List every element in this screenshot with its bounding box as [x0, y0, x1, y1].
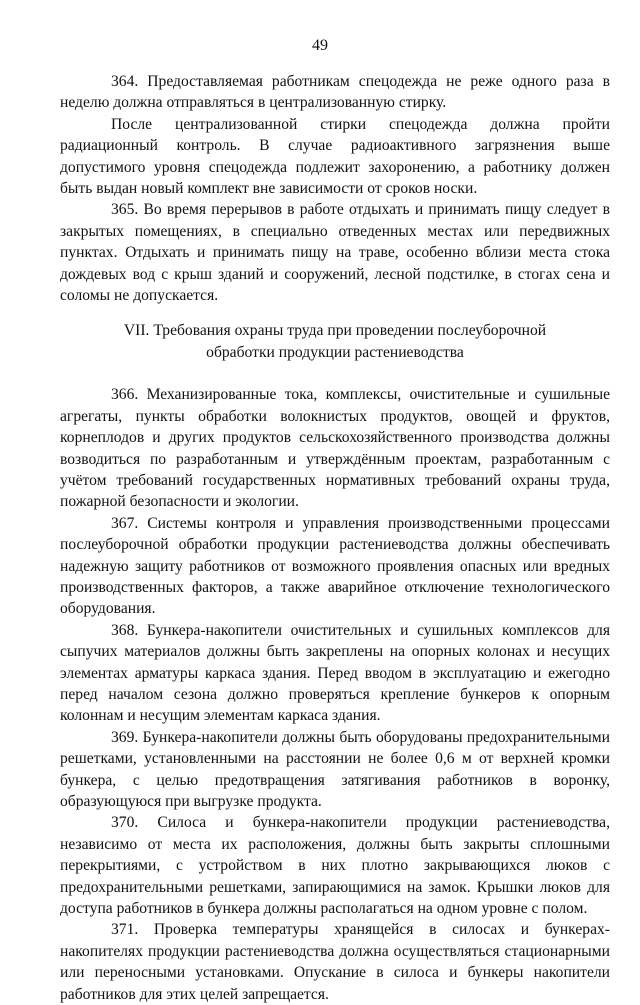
paragraph-365: 365. Во время перерывов в работе отдыхать и принимать пищу следует в закрытых помещениях, в специально отведенных местах или передвижных пунктах. Отдыхать и принимать пищу на траве, особенно вблизи места стока дождевых вод с крыш зданий и сооружений, лесной подстилке, в стогах сена и соломы не допускается. [60, 201, 610, 305]
page-number: 49 [312, 37, 328, 54]
paragraph-369: 369. Бункера-накопители должны быть оборудованы предохранительными решетками, установленными на расстоянии не более 0,6 м от верхней кромки бункера, с целью предотвращения затягивания работников в воронку, образующуюся при выгрузке продукта. [60, 728, 610, 810]
section-heading: VII. Требования охраны труда при проведении послеуборочной обработки продукции растениеводства [123, 322, 547, 361]
paragraph-368: 368. Бункера-накопители очистительных и сушильных комплексов для сыпучих материалов должны быть закреплены на опорных колонах и несущих элементах арматуры каркаса здания. Перед вводом в эксплуатацию и ежегодно перед началом сезона должно проверяться крепление бункеров к опорным колоннам и несущим элементам каркаса здания. [60, 621, 610, 725]
paragraph-367: 367. Системы контроля и управления производственными процессами послеуборочной обработки продукции растениеводства должны обеспечивать надежную защиту работников от возможного проявления опасных или вредных производственных факторов, а также аварийное отключение технологического оборудования. [60, 514, 610, 618]
page-body [60, 71, 610, 1005]
paragraph-364-continuation: После централизованной стирки спецодежда должна пройти радиационный контроль. В случае радиоактивного загрязнения выше допустимого уровня спецодежда подлежит захоронению, а работнику должен быть выдан новый комплект вне зависимости от сроков носки. [60, 115, 610, 198]
paragraph-371: 371. Проверка температуры хранящейся в силосах и бункерах-накопителях продукции растениеводства должна осуществляться стационарными или переносными установками. Опускание в силоса и бункеры накопители работников для этих целей запрещается. [60, 921, 610, 1003]
paragraph-370: 370. Силоса и бункера-накопители продукции растениеводства, независимо от места их расположения, должны быть закрыты сплошными перекрытиями, с устройством в них плотно закрывающихся люков с предохранительными решетками, запирающимися на замок. Крышки люков для доступа работников в бункера должны располагаться на одном уровне с полом. [60, 814, 610, 918]
paragraph-364: 364. Предоставляемая работникам спецодежда не реже одного раза в неделю должна отправляться в централизованную стирку. [60, 73, 610, 112]
paragraph-366: 366. Механизированные тока, комплексы, очистительные и сушильные агрегаты, пункты обработки волокнистых продуктов, овощей и фруктов, корнеплодов и других продуктов сельскохозяйственного производства должны возводиться по разработанным и утверждённым проектам, разработанным с учётом требований государственных нормативных требований охраны труда, пожарной безопасности и экологии. [60, 386, 610, 511]
